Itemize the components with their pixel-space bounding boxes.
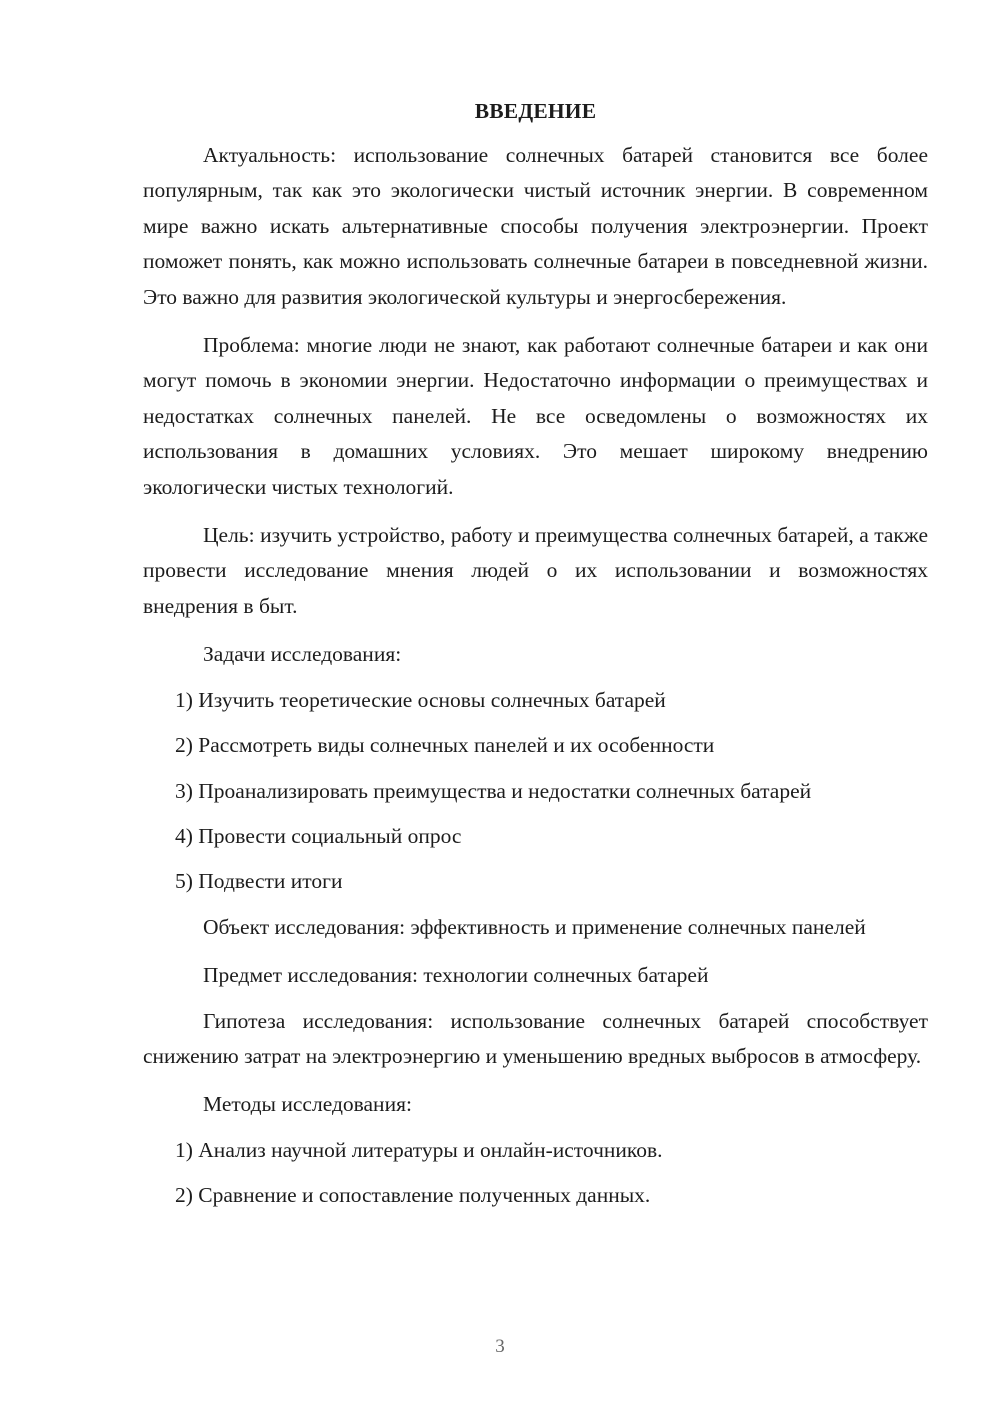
list-item: 2) Рассмотреть виды солнечных панелей и их особенности [175, 733, 715, 758]
document-page [143, 96, 928, 1224]
paragraph-hypothesis: Гипотеза исследования: использование солнечных батарей способствует снижению затрат на электроэнергию и уменьшению вредных выбросов в атмосферу. [143, 1008, 928, 1068]
list-item: 5) Подвести итоги [175, 869, 343, 894]
tasks-heading: Задачи исследования: [203, 642, 402, 667]
list-item: 2) Сравнение и сопоставление полученных данных. [175, 1183, 651, 1208]
tasks-list [143, 683, 928, 900]
list-item: 1) Изучить теоретические основы солнечных батарей [175, 687, 666, 712]
paragraph-goal: Цель: изучить устройство, работу и преимущества солнечных батарей, а также провести исследование мнения людей о их использовании и возможностях внедрения в быт. [143, 523, 928, 618]
page-number: 3 [495, 1336, 505, 1357]
list-item: 3) Проанализировать преимущества и недостатки солнечных батарей [175, 778, 812, 803]
methods-heading: Методы исследования: [203, 1092, 412, 1117]
paragraph-problem: Проблема: многие люди не знают, как работают солнечные батареи и как они могут помочь в экономии энергии. Недостаточно информации о преимуществах и недостатках солнечных панелей. Не все осведомлены о возможностях их использования в домашних условиях. Это мешает широкому внедрению экологически чистых технологий. [143, 333, 928, 499]
methods-list [143, 1133, 928, 1214]
paragraph-object: Объект исследования: эффективность и применение солнечных панелей [203, 914, 866, 939]
page-title: ВВЕДЕНИЕ [474, 99, 597, 123]
list-item: 4) Провести социальный опрос [175, 823, 462, 848]
paragraph-relevance: Актуальность: использование солнечных батарей становится все более популярным, так как это экологически чистый источник энергии. В современном мире важно искать альтернативные способы получения электроэнергии. Проект поможет понять, как можно использовать солнечные батареи в повседневной жизни. Это важно для развития экологической культуры и энергосбережения. [143, 143, 928, 309]
paragraph-subject: Предмет исследования: технологии солнечных батарей [203, 963, 709, 988]
list-item: 1) Анализ научной литературы и онлайн-источников. [175, 1137, 663, 1162]
